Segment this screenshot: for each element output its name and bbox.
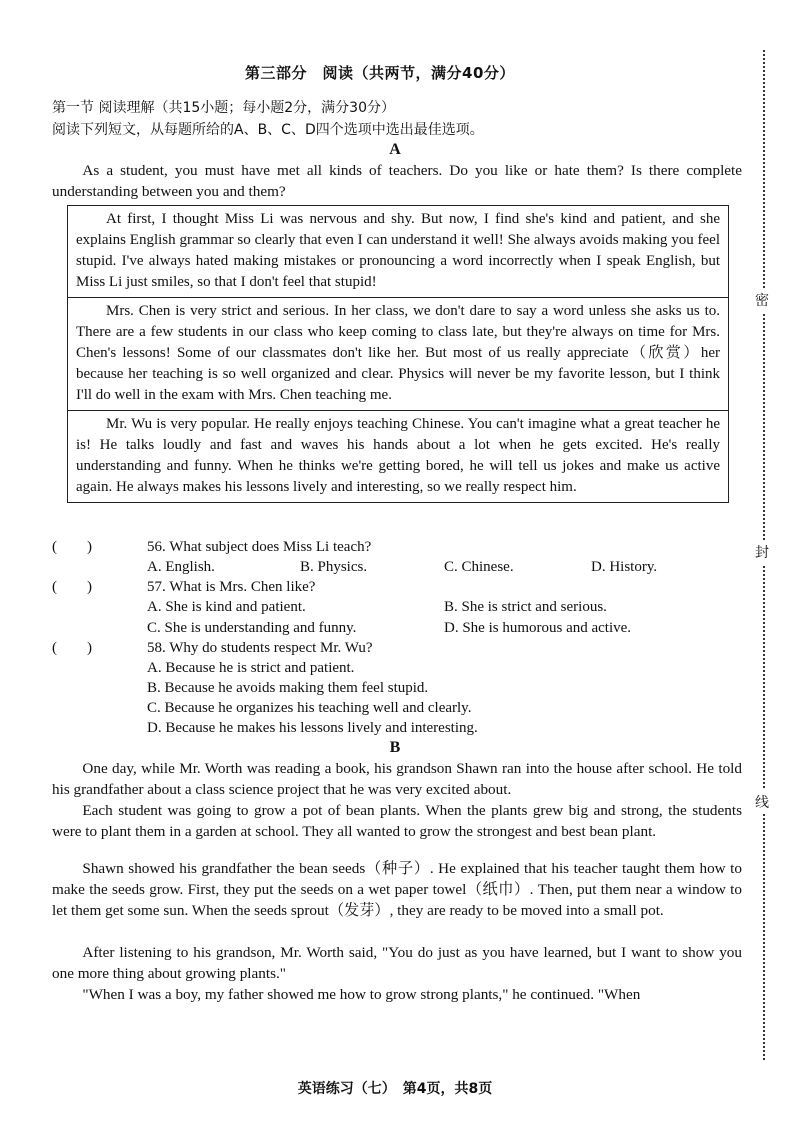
passage-b-paragraph-4: After listening to his grandson, Mr. Worth said, "You do just as you have learned, but I want to show you one more thing about growing plants." bbox=[52, 944, 742, 982]
passage-b-paragraph-5: "When I was a boy, my father showed me how to grow strong plants," he continued. "When bbox=[82, 986, 641, 1003]
passage-b-paragraph-3: Shawn showed his grandfather the bean seeds（种子）. He explained that his teacher taught them how to make the seeds grow. First, they put the seeds on a wet paper towel（纸巾）. Then, put them near a window to let them get some sun. When the seeds sprout（发芽）, they are ready to be moved into a small pot. bbox=[52, 860, 742, 919]
margin-mark-close: 封 bbox=[755, 540, 769, 564]
question-56 bbox=[52, 537, 752, 557]
option-58c: C. Because he organizes his teaching well and clearly. bbox=[147, 700, 472, 716]
option-57c: C. She is understanding and funny. bbox=[147, 620, 357, 636]
question-58 bbox=[52, 638, 752, 658]
part-title: 第三部分 阅读（共两节，满分40分） bbox=[245, 64, 515, 82]
description-mr-wu: Mr. Wu is very popular. He really enjoys teaching Chinese. You can't imagine what a great teacher he is! He talks loudly and fast and waves his hands about a lot when he gets excited. He's really understanding and funny. When he thinks we're getting bored, he will tell us jokes and make us active again. He always makes his lessons lively and interesting, so we really respect him. bbox=[68, 410, 728, 502]
answer-blank-57[interactable]: ( ) bbox=[52, 579, 92, 595]
margin-mark-line: 线 bbox=[755, 790, 769, 814]
option-56a: A. English. bbox=[147, 559, 215, 575]
passage-a-letter: A bbox=[389, 141, 401, 158]
answer-blank-56[interactable]: ( ) bbox=[52, 539, 92, 555]
section-instruction: 阅读下列短文，从每题所给的A、B、C、D四个选项中选出最佳选项。 bbox=[52, 122, 484, 138]
teacher-descriptions bbox=[67, 205, 729, 503]
option-56c: C. Chinese. bbox=[444, 559, 514, 575]
question-57 bbox=[52, 577, 752, 597]
page-footer: 英语练习（七） 第4页，共8页 bbox=[297, 1081, 493, 1097]
option-58a: A. Because he is strict and patient. bbox=[147, 660, 355, 676]
passage-b-paragraph-2: Each student was going to grow a pot of bean plants. When the plants grew big and strong, the students were to plant them in a garden at school. They all wanted to grow the strongest and best bean plant. bbox=[52, 802, 742, 840]
option-58b: B. Because he avoids making them feel stupid. bbox=[147, 680, 429, 696]
description-mrs-chen: Mrs. Chen is very strict and serious. In her class, we don't dare to say a word unless she asks us to. There are a few students in our class who keep coming to class late, but they're always on time for Mrs. Chen's lessons! Some of our classmates don't like her. But most of us really appreciate（欣赏）her because her teaching is so well organized and clear. Physics will never be my favorite lesson, but I think I'll do well in the exam with Mrs. Chen teaching me. bbox=[68, 297, 728, 410]
section-heading: 第一节 阅读理解（共15小题；每小题2分，满分30分） bbox=[52, 100, 395, 116]
option-56d: D. History. bbox=[591, 559, 658, 575]
option-56b: B. Physics. bbox=[300, 559, 368, 575]
option-57b: B. She is strict and serious. bbox=[444, 599, 607, 615]
question-57-stem: 57. What is Mrs. Chen like? bbox=[147, 579, 316, 595]
passage-a-intro: As a student, you must have met all kinds of teachers. Do you like or hate them? Is there complete understanding between you and them? bbox=[52, 162, 742, 200]
margin-mark-seal: 密 bbox=[755, 288, 769, 312]
question-56-stem: 56. What subject does Miss Li teach? bbox=[147, 539, 372, 555]
option-57a: A. She is kind and patient. bbox=[147, 599, 306, 615]
option-58d: D. Because he makes his lessons lively and interesting. bbox=[147, 720, 478, 736]
question-58-stem: 58. Why do students respect Mr. Wu? bbox=[147, 640, 373, 656]
passage-b-paragraph-1: One day, while Mr. Worth was reading a book, his grandson Shawn ran into the house after school. He told his grandfather about a class science project that he was very excited about. bbox=[52, 760, 742, 798]
answer-blank-58[interactable]: ( ) bbox=[52, 640, 92, 656]
description-miss-li: At first, I thought Miss Li was nervous and shy. But now, I find she's kind and patient, and she explains English grammar so clearly that even I can understand it well! She always avoids making you feel stupid. I've always hated making mistakes or pronouncing a word incorrectly when I speak English, but Miss Li just smiles, so that I don't feel that stupid! bbox=[76, 211, 720, 290]
passage-b-letter: B bbox=[389, 739, 401, 756]
option-57d: D. She is humorous and active. bbox=[444, 620, 632, 636]
